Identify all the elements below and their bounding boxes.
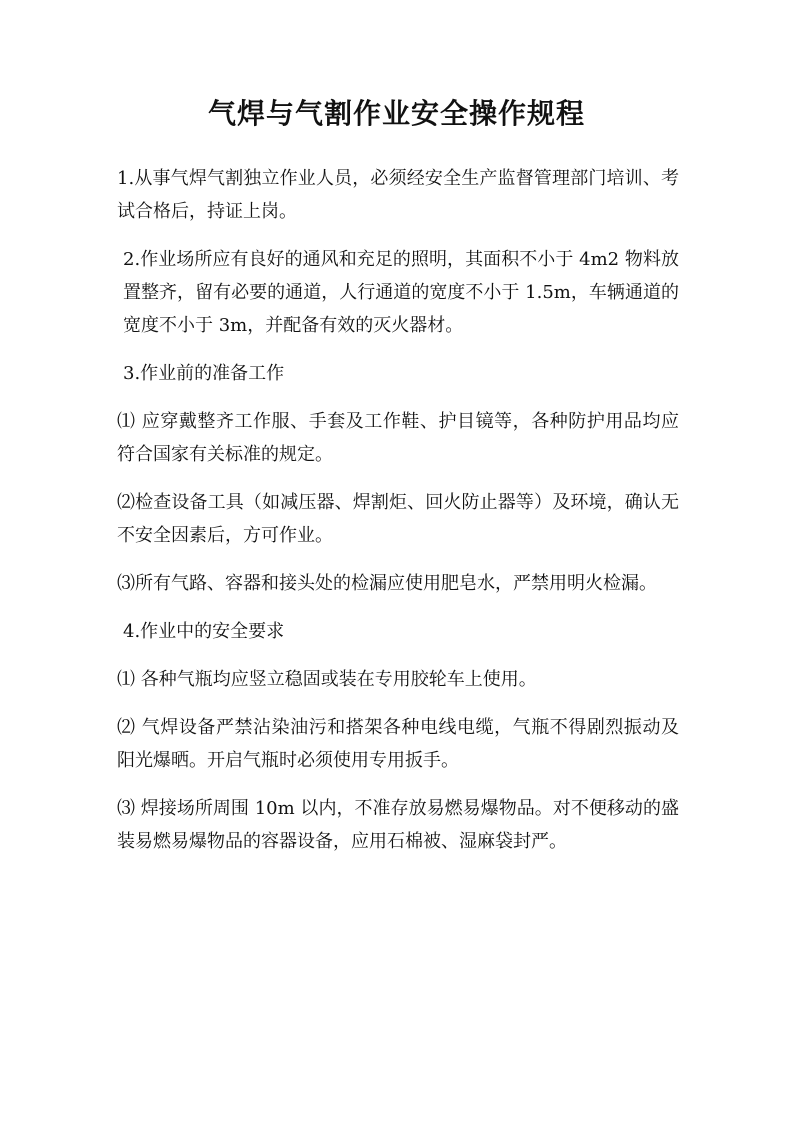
section-heading-preparation: 3.作业前的准备工作 xyxy=(123,363,285,384)
paragraph-prep-1: ⑴ 应穿戴整齐工作服、手套及工作鞋、护目镜等，各种防护用品均应符合国家有关标准的规定。 xyxy=(117,411,679,465)
paragraph-safety-1: ⑴ 各种气瓶均应竖立稳固或装在专用胶轮车上使用。 xyxy=(117,669,537,690)
paragraph-prep-3: ⑶所有气路、容器和接头处的检漏应使用肥皂水，严禁用明火检漏。 xyxy=(117,573,657,594)
paragraph-safety-3: ⑶ 焊接场所周围 10m 以内，不准存放易燃易爆物品。对不便移动的盛装易燃易爆物品的容器设备，应用石棉被、湿麻袋封严。 xyxy=(117,798,679,852)
paragraph-2: 2.作业场所应有良好的通风和充足的照明，其面积不小于 4m2 物料放置整齐，留有必要的通道，人行通道的宽度不小于 1.5m，车辆通道的宽度不小于 3m，并配备有效的灭火器材。 xyxy=(123,249,679,336)
section-heading-safety: 4.作业中的安全要求 xyxy=(123,621,285,642)
paragraph-prep-2: ⑵检查设备工具（如减压器、焊割炬、回火防止器等）及环境，确认无不安全因素后，方可作业。 xyxy=(117,492,679,546)
paragraph-1: 1.从事气焊气割独立作业人员，必须经安全生产监督管理部门培训、考试合格后，持证上岗。 xyxy=(117,168,679,222)
document-title: 气焊与气割作业安全操作规程 xyxy=(207,97,585,130)
paragraph-safety-2: ⑵ 气焊设备严禁沾染油污和搭架各种电线电缆，气瓶不得剧烈振动及阳光爆晒。开启气瓶时必须使用专用扳手。 xyxy=(117,717,679,771)
document-body xyxy=(117,162,679,873)
